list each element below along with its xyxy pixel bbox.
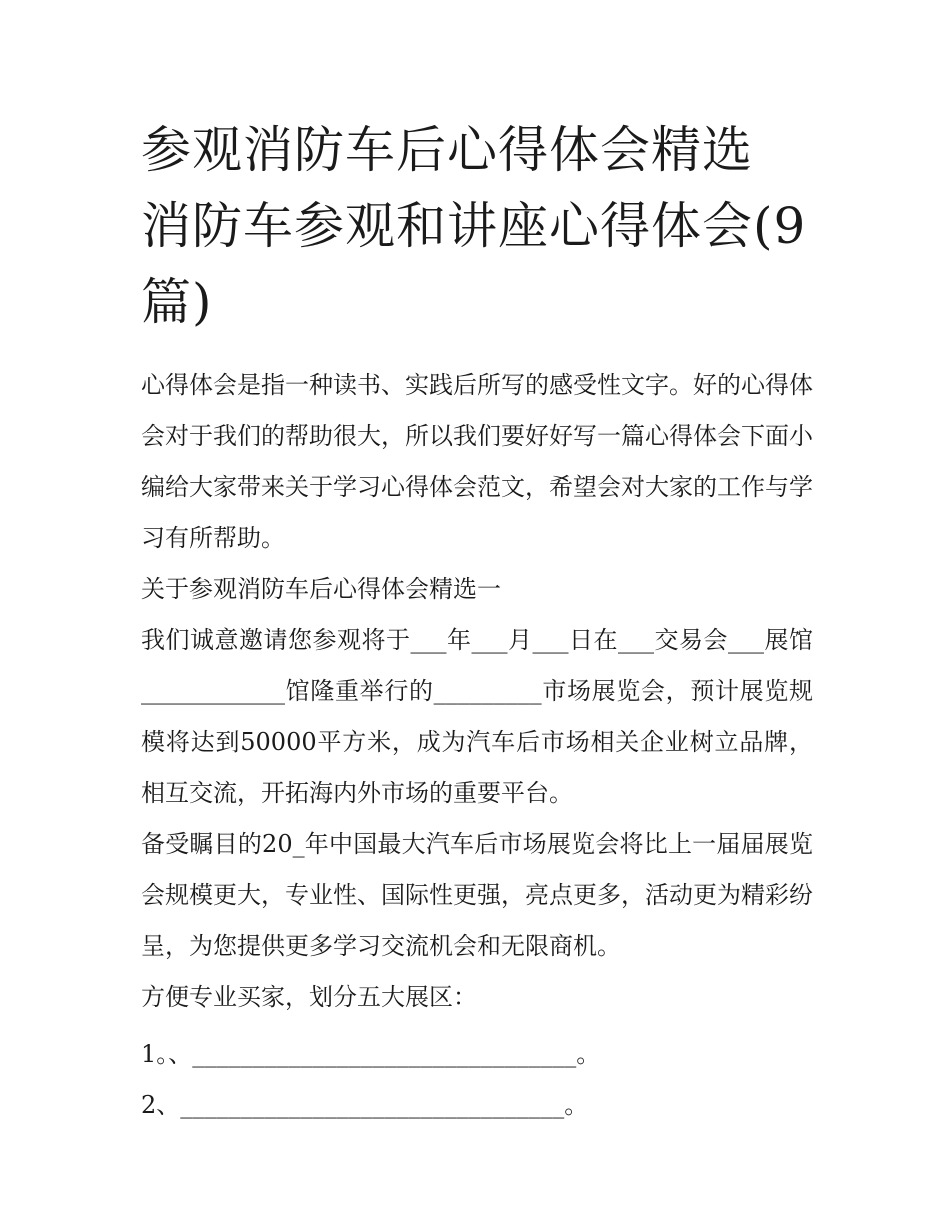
list-item: 2、________________________________。 <box>141 1091 589 1119</box>
document-title: 参观消防车后心得体会精选 消防车参观和讲座心得体会(9篇) <box>141 121 807 331</box>
document-body <box>141 360 813 1131</box>
zones-intro-paragraph: 方便专业买家，划分五大展区： <box>141 983 477 1011</box>
section-heading: 关于参观消防车后心得体会精选一 <box>141 575 501 603</box>
exhibition-paragraph: 备受瞩目的20_年中国最大汽车后市场展览会将比上一届届展览会规模更大，专业性、国际性更强，亮点更多，活动更为精彩纷呈，为您提供更多学习交流机会和无限商机。 <box>141 830 813 960</box>
invitation-paragraph: 我们诚意邀请您参观将于___年___月___日在___交易会___展馆____________馆隆重举行的_________市场展览会，预计展览规模将达到50000平方米，成为汽车后市场相关企业树立品牌，相互交流，开拓海内外市场的重要平台。 <box>141 626 813 807</box>
document-page <box>141 112 813 1131</box>
zones-list <box>141 1029 813 1131</box>
intro-paragraph: 心得体会是指一种读书、实践后所写的感受性文字。好的心得体会对于我们的帮助很大，所以我们要好好写一篇心得体会下面小编给大家带来关于学习心得体会范文，希望会对大家的工作与学习有所帮助。 <box>141 371 813 552</box>
list-item: 1。、________________________________。 <box>141 1040 601 1068</box>
